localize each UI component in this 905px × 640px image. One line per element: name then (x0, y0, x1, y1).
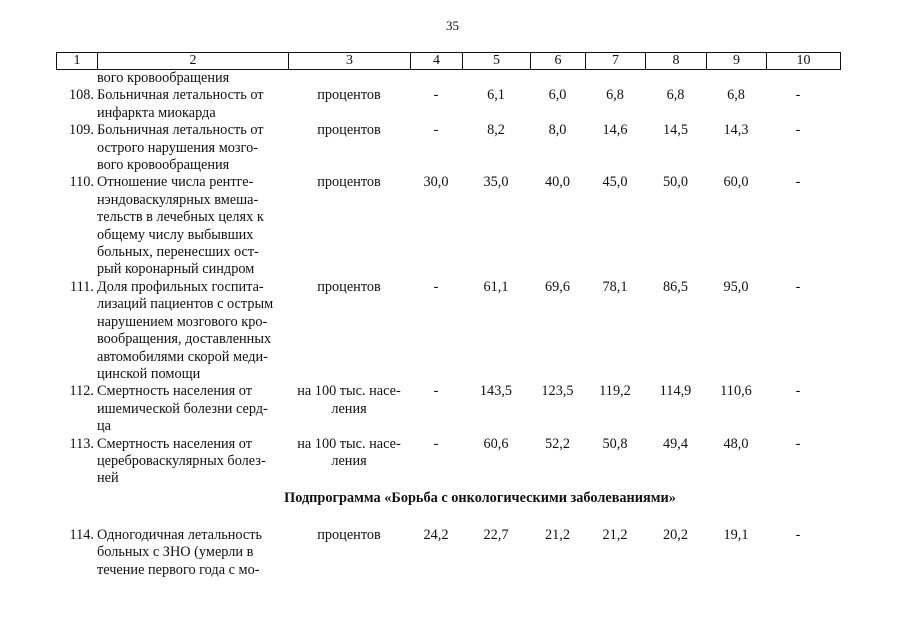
value-c8: 6,8 (666, 87, 685, 104)
indicator-name: Смертность населения от цереброваскулярных болез- ней (97, 435, 266, 487)
table-body (56, 70, 840, 579)
value-c9: 48,0 (723, 435, 749, 452)
page-number: 35 (446, 18, 459, 33)
row-number: 112. (69, 383, 94, 400)
unit: процентов (317, 174, 381, 191)
indicator-name: Смертность населения от ишемической болезни серд- ца (97, 383, 268, 435)
unit: на 100 тыс. насе- ления (297, 435, 401, 469)
value-c9: 19,1 (723, 526, 749, 543)
column-header-7: 7 (586, 53, 646, 70)
value-c7: 45,0 (602, 174, 628, 191)
table-row (56, 436, 840, 488)
value-c7: 78,1 (602, 278, 628, 295)
unit: процентов (317, 526, 381, 543)
value-c5: 22,7 (483, 526, 509, 543)
row-number: 108. (68, 87, 94, 104)
value-c8: 14,5 (662, 122, 689, 139)
value-c5: 143,5 (479, 383, 513, 400)
unit: процентов (317, 122, 381, 139)
unit: процентов (317, 278, 381, 295)
value-c7: 14,6 (602, 122, 628, 139)
value-c4: - (433, 435, 439, 452)
row-number: 114. (69, 526, 94, 543)
value-c10: - (795, 278, 801, 295)
indicator-name: Отношение числа рентге- нэндоваскулярных вмеша- тельств в лечебных целях к общему числу выбывших больных, перенесших ост- рый коронарный синдром (97, 174, 264, 278)
column-header-2: 2 (98, 53, 289, 70)
indicator-rows (56, 87, 840, 487)
value-c6: 40,0 (544, 174, 571, 191)
indicator-name: Одногодичная летальность больных с ЗНО (умерли в течение первого года с мо- (97, 526, 263, 578)
value-c8: 49,4 (662, 435, 689, 452)
value-c8: 50,0 (662, 174, 689, 191)
value-c10: - (795, 174, 801, 191)
row-number: 113. (69, 435, 94, 452)
value-c4: 30,0 (423, 174, 449, 191)
value-c7: 21,2 (602, 526, 628, 543)
unit: процентов (317, 87, 381, 104)
continuation-row (56, 70, 840, 87)
value-c9: 6,8 (727, 87, 745, 104)
value-c5: 6,1 (487, 87, 505, 104)
value-c9: 110,6 (720, 383, 752, 400)
value-c4: - (433, 383, 439, 400)
indicator-name: Доля профильных госпита- лизаций пациентов с острым нарушением мозгового кро- вообращения, доставленных автомобилями скорой меди- цинской помощи (97, 278, 274, 382)
value-c6: 123,5 (541, 383, 574, 400)
column-header-10: 10 (767, 53, 841, 70)
value-c6: 8,0 (548, 122, 567, 139)
value-c6: 69,6 (544, 278, 571, 295)
table-row (56, 383, 840, 435)
value-c4: - (433, 278, 439, 295)
value-c8: 86,5 (662, 278, 689, 295)
value-c9: 95,0 (723, 278, 749, 295)
table-row (56, 122, 840, 174)
column-header-4: 4 (411, 53, 463, 70)
value-c8: 114,9 (659, 383, 692, 400)
indicator-rows-oncology (56, 527, 840, 579)
value-c10: - (795, 526, 801, 543)
unit: на 100 тыс. насе- ления (297, 383, 401, 417)
value-c7: 50,8 (602, 435, 628, 452)
table-row (56, 87, 840, 122)
value-c7: 6,8 (606, 87, 624, 104)
value-c5: 60,6 (483, 435, 509, 452)
value-c5: 35,0 (483, 174, 509, 191)
column-header-9: 9 (707, 53, 767, 70)
value-c4: - (433, 87, 439, 104)
row-number: 110. (69, 174, 94, 191)
column-header-8: 8 (646, 53, 707, 70)
column-header-6: 6 (531, 53, 586, 70)
table-row (56, 527, 840, 579)
value-c6: 21,2 (544, 526, 571, 543)
value-c4: - (433, 122, 439, 139)
value-c9: 60,0 (723, 174, 749, 191)
row-number: 111. (70, 278, 94, 295)
value-c10: - (795, 122, 801, 139)
value-c10: - (795, 87, 801, 104)
value-c8: 20,2 (662, 526, 689, 543)
row-number: 109. (68, 122, 94, 139)
value-c10: - (795, 383, 801, 400)
continuation-text: вого кровообращения (97, 70, 230, 86)
column-header-3: 3 (289, 53, 411, 70)
indicator-name: Больничная летальность от острого нарушения мозго- вого кровообращения (97, 122, 264, 174)
value-c6: 52,2 (544, 435, 571, 452)
value-c9: 14,3 (723, 122, 749, 139)
value-c10: - (795, 435, 801, 452)
value-c4: 24,2 (423, 526, 449, 543)
indicator-name: Больничная летальность от инфаркта миокарда (97, 87, 264, 121)
value-c6: 6,0 (548, 87, 567, 104)
value-c5: 8,2 (487, 122, 505, 139)
section-title: Подпрограмма «Борьба с онкологическими заболеваниями» (284, 489, 676, 506)
column-header-1: 1 (57, 53, 98, 70)
value-c7: 119,2 (599, 383, 631, 400)
column-header-5: 5 (463, 53, 531, 70)
table-row (56, 174, 840, 278)
table-row (56, 279, 840, 383)
value-c5: 61,1 (483, 278, 509, 295)
column-header-row (56, 52, 841, 70)
